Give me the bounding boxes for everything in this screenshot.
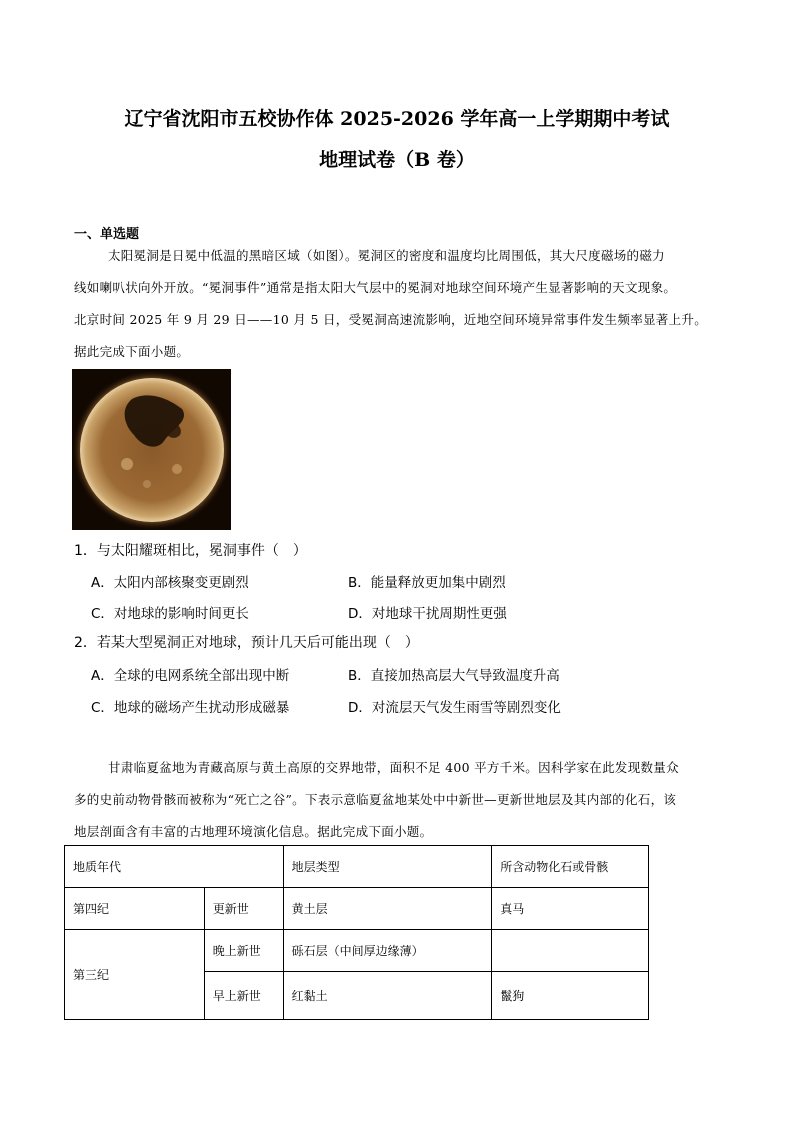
table-cell — [492, 930, 649, 972]
q2-option-d[interactable]: D．对流层天气发生雨雪等剧烈变化 — [348, 700, 561, 716]
page-subtitle: 地理试卷（B 卷） — [319, 149, 475, 171]
table-row — [65, 930, 649, 972]
passage-line: 北京时间 2025 年 9 月 29 日——10 月 5 日，受冕洞高速流影响，近地空间环境异常事件发生频率显著上升。 — [74, 312, 707, 327]
question-2-stem: 2．若某大型冕洞正对地球，预计几天后可能出现（ ） — [74, 635, 419, 651]
passage-line: 太阳冕洞是日冕中低温的黑暗区域（如图）。冕洞区的密度和温度均比周围低，其大尺度磁场的磁力 — [108, 248, 665, 263]
passage-2 — [74, 752, 720, 848]
passage-line: 线如喇叭状向外开放。“冕洞事件”通常是指太阳大气层中的冕洞对地球空间环境产生显著影响的天文现象。 — [74, 280, 677, 295]
q1-option-c[interactable]: C．对地球的影响时间更长 — [91, 606, 249, 622]
page-title: 辽宁省沈阳市五校协作体 2025-2026 学年高一上学期期中考试 — [124, 108, 670, 130]
q2-option-b[interactable]: B．直接加热高层大气导致温度升高 — [348, 668, 560, 684]
q2-option-a[interactable]: A．全球的电网系统全部出现中断 — [91, 668, 290, 684]
header-stratum-type: 地层类型 — [283, 846, 492, 888]
table-cell: 更新世 — [204, 888, 283, 930]
q1-option-a[interactable]: A．太阳内部核聚变更剧烈 — [91, 575, 249, 591]
table-cell: 真马 — [492, 888, 649, 930]
table-cell-era: 第三纪 — [65, 930, 205, 1020]
passage-line: 据此完成下面小题。 — [74, 344, 190, 359]
table-cell: 砾石层（中间厚边缘薄） — [283, 930, 492, 972]
table-cell: 鬣狗 — [492, 972, 649, 1020]
table-header-row — [65, 846, 649, 888]
header-geologic-age: 地质年代 — [65, 846, 284, 888]
strata-table — [64, 845, 649, 1020]
passage-line: 甘肃临夏盆地为青藏高原与黄土高原的交界地带，面积不足 400 平方千米。因科学家在此发现数量众 — [108, 760, 679, 775]
table-cell: 红黏土 — [283, 972, 492, 1020]
q2-option-c[interactable]: C．地球的磁场产生扰动形成磁暴 — [91, 700, 290, 716]
header-fossils: 所含动物化石或骨骸 — [492, 846, 649, 888]
passage-1 — [74, 240, 720, 368]
q1-option-b[interactable]: B．能量释放更加集中剧烈 — [348, 575, 506, 591]
passage-line: 多的史前动物骨骸而被称为“死亡之谷”。下表示意临夏盆地某处中中新世—更新世地层及其内部的化石，该 — [74, 792, 677, 807]
q1-option-d[interactable]: D．对地球干扰周期性更强 — [348, 606, 507, 622]
table-cell: 黄土层 — [283, 888, 492, 930]
table-row — [65, 888, 649, 930]
section-heading: 一、单选题 — [74, 227, 140, 242]
table-cell: 第四纪 — [65, 888, 205, 930]
solar-coronal-hole-image — [72, 369, 231, 530]
question-1-stem: 1．与太阳耀斑相比，冕洞事件（ ） — [74, 543, 307, 559]
table-cell: 早上新世 — [204, 972, 283, 1020]
table-cell: 晚上新世 — [204, 930, 283, 972]
passage-line: 地层剖面含有丰富的古地理环境演化信息。据此完成下面小题。 — [74, 824, 433, 839]
